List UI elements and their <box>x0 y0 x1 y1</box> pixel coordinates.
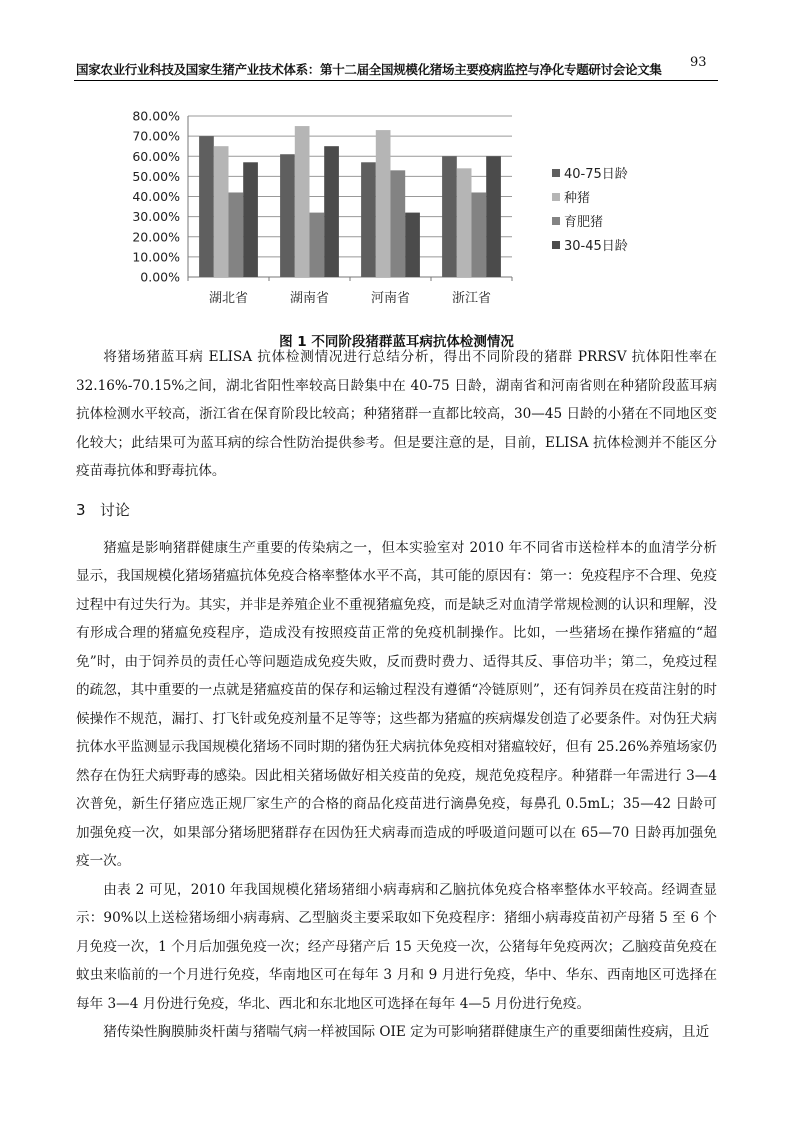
bar <box>361 162 376 277</box>
paragraph: 由表 2 可见，2010 年我国规模化猪场猪细小病毒病和乙脑抗体免疫合格率整体水平较高。经调查显示：90%以上送检猪场细小病毒病、乙型脑炎主要采取如下免疫程序：猪细小病毒疫苗初产母猪 5 至 6 个月免疫一次，1 个月后加强免疫一次；经产母猪产后 15 天免疫一次，公猪每年免疫两次；乙脑疫苗免疫在蚊虫来临前的一个月进行免疫，华南地区可在每年 3 月和 9 月进行免疫，华中、华东、西南地区可选择在每年 3—4 月份进行免疫，华北、西北和东北地区可选择在每年 4—5 月份进行免疫。 <box>76 881 717 1012</box>
figure-caption: 图 1 不同阶段猪群蓝耳病抗体检测情况 <box>279 334 514 350</box>
bar-chart <box>100 100 680 315</box>
x-tick-label: 湖南省 <box>289 291 330 306</box>
legend-label: 40-75日龄 <box>564 167 628 182</box>
y-tick-label: 50.00% <box>132 168 180 184</box>
bar <box>295 126 310 277</box>
bar <box>199 136 214 277</box>
running-header: 国家农业行业科技及国家生猪产业技术体系：第十二届全国规模化猪场主要疫病监控与净化专题研讨会论文集 <box>76 62 662 77</box>
x-tick-label: 浙江省 <box>451 291 492 306</box>
paragraph: 将猪场猪蓝耳病 ELISA 抗体检测情况进行总结分析，得出不同阶段的猪群 PRRSV 抗体阳性率在32.16%-70.15%之间，湖北省阳性率较高日龄集中在 40-75 日龄，湖南省和河南省则在种猪阶段蓝耳病抗体检测水平较高，浙江省在保育阶段比较高；种猪猪群一直都比较高，30—45 日龄的小猪在不同地区变化较大；此结果可为蓝耳病的综合性防治提供参考。但是要注意的是，目前，ELISA 抗体检测并不能区分疫苗毒抗体和野毒抗体。 <box>76 349 717 479</box>
bar <box>376 130 391 277</box>
bar <box>229 192 244 277</box>
x-tick-label: 河南省 <box>370 291 411 306</box>
bar <box>457 168 472 277</box>
legend-label: 30-45日龄 <box>564 239 628 254</box>
body-text <box>76 343 717 1087</box>
bar <box>214 146 229 277</box>
legend-swatch <box>552 169 560 177</box>
bar <box>442 156 457 277</box>
bar <box>243 162 258 277</box>
y-tick-label: 70.00% <box>132 128 180 144</box>
x-tick-label: 湖北省 <box>208 291 249 306</box>
page-number: 93 <box>690 55 707 70</box>
paragraph: 猪传染性胸膜肺炎杆菌与猪喘气病一样被国际 OIE 定为可影响猪群健康生产的重要细菌性疫病，且近 <box>103 1024 710 1040</box>
section-heading <box>76 498 717 522</box>
y-tick-label: 30.00% <box>132 209 180 225</box>
section-number: 3 <box>76 500 86 519</box>
y-tick-label: 40.00% <box>132 189 180 204</box>
header-rule <box>74 80 718 81</box>
legend-label: 育肥猪 <box>564 215 604 230</box>
y-tick-label: 20.00% <box>132 229 180 245</box>
bar <box>310 213 325 277</box>
legend-swatch <box>552 217 560 225</box>
y-tick-label: 80.00% <box>132 108 180 124</box>
legend-label: 种猪 <box>564 191 591 206</box>
bar <box>280 154 295 277</box>
legend-swatch <box>552 241 560 249</box>
section-title: 讨论 <box>99 500 130 519</box>
bar <box>324 146 339 277</box>
y-tick-label: 60.00% <box>132 148 180 164</box>
y-tick-label: 10.00% <box>132 249 180 265</box>
bar <box>391 170 406 277</box>
paragraph: 猪瘟是影响猪群健康生产重要的传染病之一，但本实验室对 2010 年不同省市送检样本的血清学分析显示，我国规模化猪场猪瘟抗体免疫合格率整体水平不高，其可能的原因有：第一：免疫程序不合理、免疫过程中有过失行为。其实，并非是养殖企业不重视猪瘟免疫，而是缺乏对血清学常规检测的认识和理解，没有形成合理的猪瘟免疫程序，造成没有按照疫苗正常的免疫机制操作。比如，一些猪场在操作猪瘟的“超免”时，由于饲养员的责任心等问题造成免疫失败，反而费时费力、适得其反、事倍功半；第二，免疫过程的疏忽，其中重要的一点就是猪瘟疫苗的保存和运输过程没有遵循“冷链原则”，还有饲养员在疫苗注射的时候操作不规范，漏打、打飞针或免疫剂量不足等等；这些都为猪瘟的疾病爆发创造了必要条件。对伪狂犬病抗体水平监测显示我国规模化猪场不同时期的猪伪狂犬病抗体免疫相对猪瘟较好，但有 25.26%养殖场家仍然存在伪狂犬病野毒的感染。因此相关猪场做好相关疫苗的免疫，规范免疫程序。种猪群一年需进行 3—4 次普免，新生仔猪应选正规厂家生产的合格的商品化疫苗进行滴鼻免疫，每鼻孔 0.5mL；35—42 日龄可加强免疫一次，如果部分猪场肥猪群存在因伪狂犬病毒而造成的呼吸道问题可以在 65—70 日龄再加强免疫一次。 <box>76 539 717 869</box>
bar <box>486 156 501 277</box>
bar <box>472 192 487 277</box>
y-tick-label: 0.00% <box>140 269 180 285</box>
legend-swatch <box>552 193 560 201</box>
bar <box>405 213 420 277</box>
